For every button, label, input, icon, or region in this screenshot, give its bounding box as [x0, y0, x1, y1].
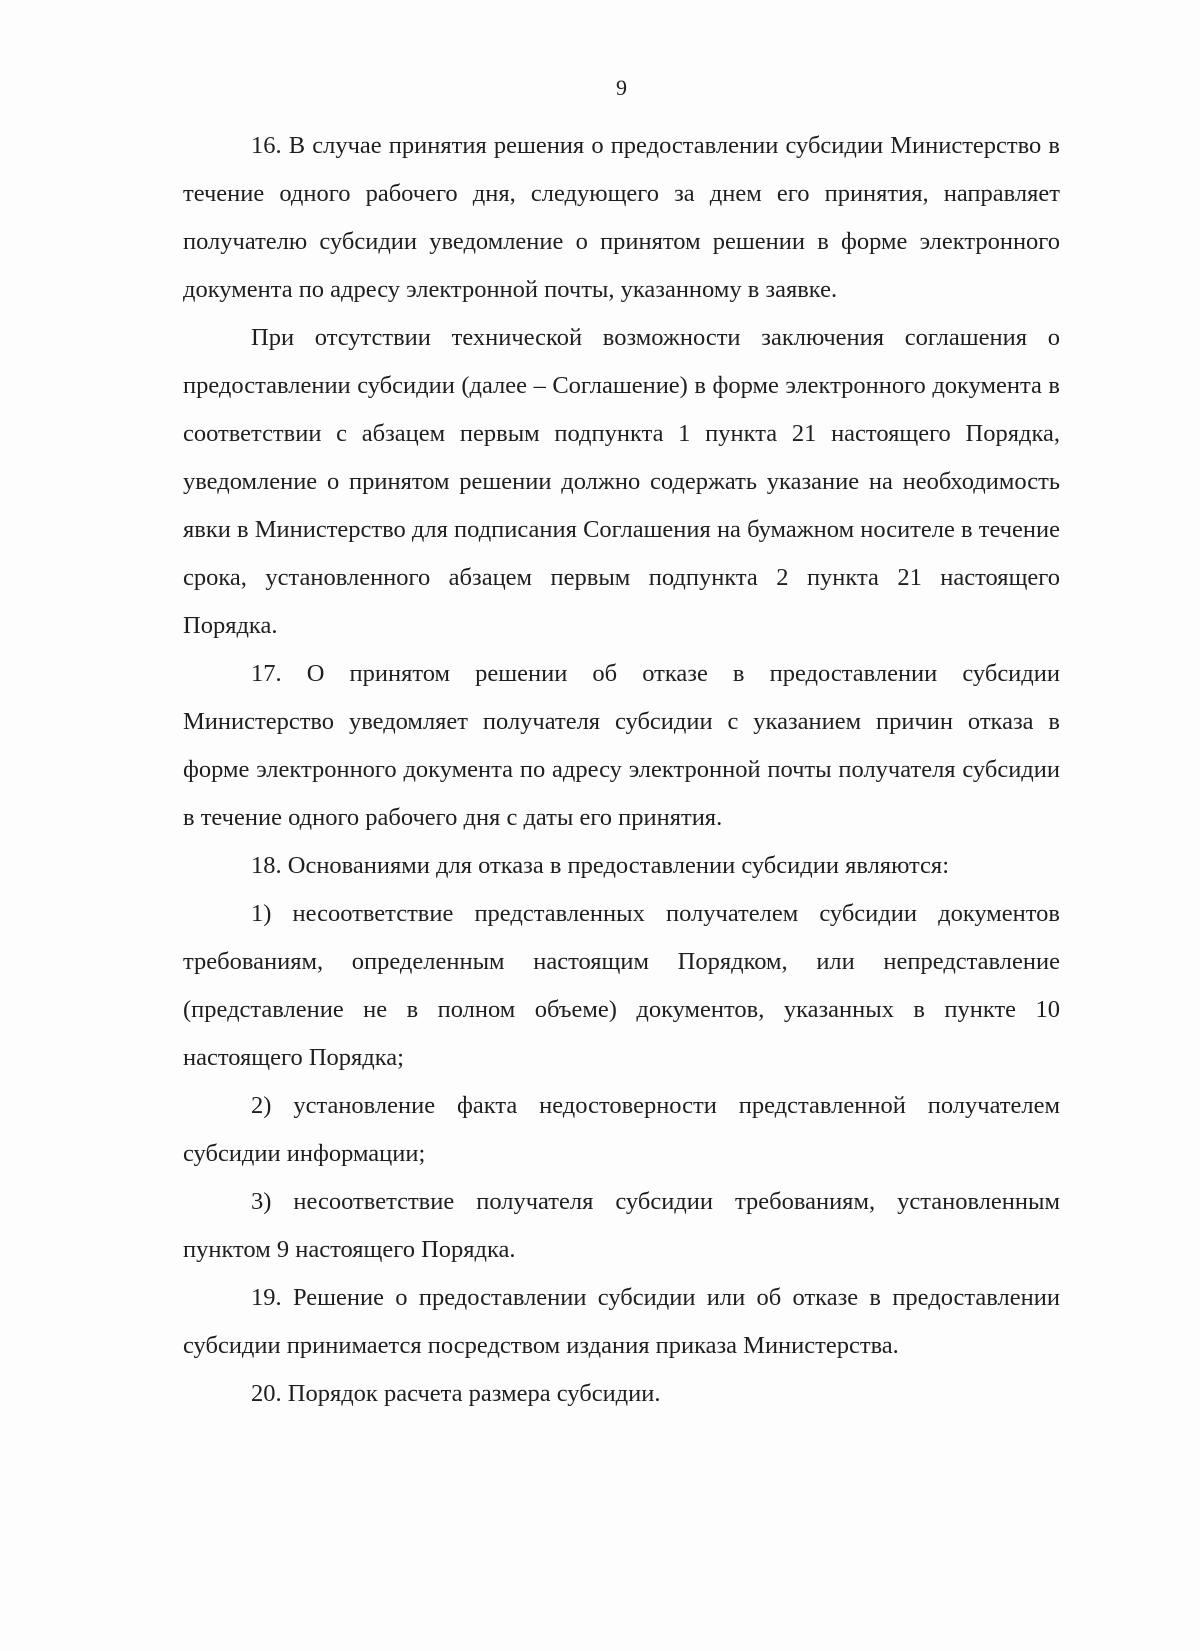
paragraph-16-no-edoc: При отсутствии технической возможности заключения соглашения о предоставлении субсидии (далее – Соглашение) в форме электронного документа в соответствии с абзацем первым подпункта 1 пункта 21 настоящего Порядка, уведомление о принятом решении должно содержать указание на необходимость явки в Министерство для подписания Соглашения на бумажном носителе в течение срока, установленного абзацем первым подпункта 2 пункта 21 настоящего Порядка. — [183, 324, 1060, 639]
paragraph-18-item-3: 3) несоответствие получателя субсидии требованиям, установленным пунктом 9 настоящего Порядка. — [183, 1188, 1060, 1263]
paragraph-16: 16. В случае принятия решения о предоставлении субсидии Министерство в течение одного рабочего дня, следующего за днем его принятия, направляет получателю субсидии уведомление о принятом решении в форме электронного документа по адресу электронной почты, указанному в заявке. — [183, 132, 1060, 303]
paragraph-19: 19. Решение о предоставлении субсидии или об отказе в предоставлении субсидии принимается посредством издания приказа Министерства. — [183, 1284, 1060, 1359]
paragraph-18-item-1: 1) несоответствие представленных получателем субсидии документов требованиям, определенным настоящим Порядком, или непредставление (представление не в полном объеме) документов, указанных в пункте 10 настоящего Порядка; — [183, 900, 1060, 1071]
paragraph-17: 17. О принятом решении об отказе в предоставлении субсидии Министерство уведомляет получателя субсидии с указанием причин отказа в форме электронного документа по адресу электронной почты получателя субсидии в течение одного рабочего дня с даты его принятия. — [183, 660, 1060, 831]
page-number: 9 — [616, 75, 627, 100]
paragraph-18: 18. Основаниями для отказа в предоставлении субсидии являются: — [251, 852, 950, 879]
paragraph-20: 20. Порядок расчета размера субсидии. — [251, 1380, 661, 1407]
paragraph-18-item-2: 2) установление факта недостоверности представленной получателем субсидии информации; — [183, 1092, 1060, 1167]
